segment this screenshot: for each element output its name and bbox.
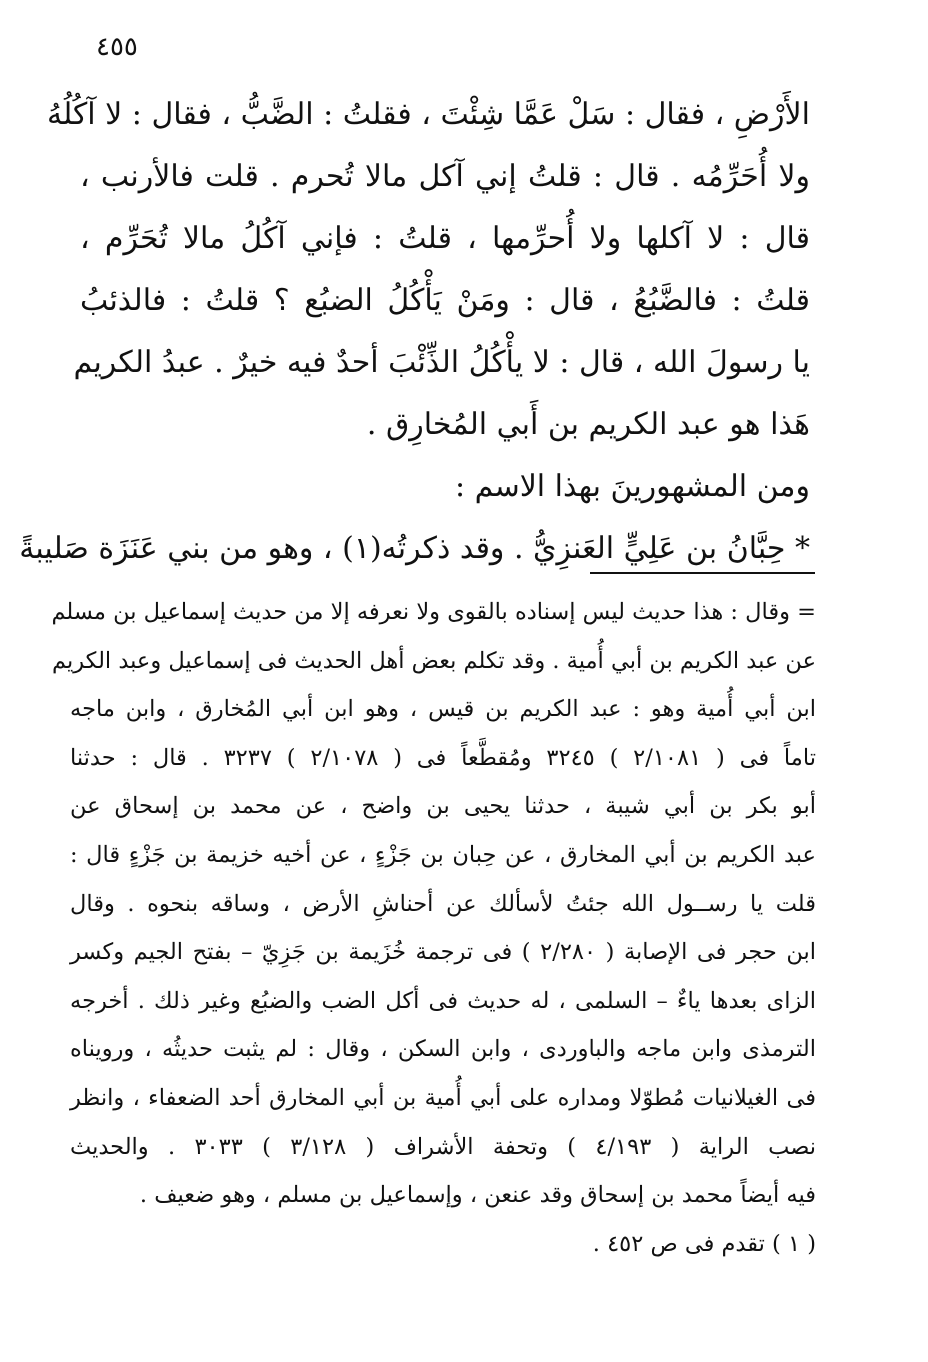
main-line-1: الأَرْضِ ، فقال : سَلْ عَمَّا شِئْتَ ، فقلتُ : الضَّبُّ ، فقال : لا آكُلُهُ (46, 97, 810, 132)
footnote-divider (590, 572, 815, 574)
main-line-4: قلتُ : فالضَّبُعُ ، قال : ومَنْ يَأْكُلُ الضبُع ؟ قلتُ : فالذئبُ (80, 283, 810, 318)
page-number: ٤٥٥ (96, 32, 138, 62)
footnote-line-3: ابن أبي أُمية وهو : عبد الكريم بن قيس ، وهو ابن أبي المُخارق ، وابن ماجه (70, 696, 816, 723)
footnote-line-2: عن عبد الكريم بن أبي أُمية . وقد تكلم بعض أهل الحديث فى إسماعيل وعبد الكريم (52, 647, 816, 674)
footnote-line-12: نصب الراية ( ٤/١٩٣ ) وتحفة الأشراف ( ٣/١٢٨ ) ٣٠٣٣ . والحديث (70, 1133, 817, 1160)
footnote-line-4: تاماً فى ( ٢/١٠٨١ ) ٣٢٤٥ ومُقطَّعاً فى ( ٢/١٠٧٨ ) ٣٢٣٧ . قال : حدثنا (70, 744, 816, 771)
main-text (19, 84, 810, 580)
footnote-line-5: أبو بكر بن أبي شيبة ، حدثنا يحيى بن واضح ، عن محمد بن إسحاق عن (70, 793, 816, 820)
main-line-5: يا رسولَ الله ، قال : لا يأْكُلُ الذِّئْبَ أحدٌ فيه خيرٌ . عبدُ الكريم (73, 345, 810, 380)
main-line-2: ولا أُحَرِّمُه . قال : قلتُ إني آكل مالا تُحرم . قلت فالأرنب ، (80, 159, 810, 194)
footnote-line-9: الزاى بعدها ياءٌ – السلمى ، له حديث فى أكل الضب والضبُع وغير ذلك . أخرجه (70, 987, 816, 1014)
footnote-line-8: ابن حجر فى الإصابة ( ٢/٢٨٠ ) فى ترجمة خُزَيمة بن جَزِيّ – بفتح الجيم وكسر (70, 939, 816, 966)
footnote-line-13: فيه أيضاً محمد بن إسحاق وقد عنعن ، وإسماعيل بن مسلم ، وهو ضعيف . (139, 1182, 816, 1209)
footnote-note-1: ( ١ ) تقدم فى ص ٤٥٢ . (592, 1230, 816, 1257)
footnote-line-11: فى الغيلانيات مُطوّلا ومداره على أبي أُمية بن أبي المخارق أحد الضعفاء ، وانظر (70, 1084, 816, 1111)
footnote-line-7: قلت يا رســول الله جئتُ لأسألك عن أحناشِ الأرض ، وساقه بنحوه . وقال (70, 890, 816, 917)
footnote-line-10: الترمذى وابن ماجه والباوردى ، وابن السكن ، وقال : لم يثبت حديثُه ، ورويناه (70, 1036, 816, 1063)
main-line-7: ومن المشهورينَ بهذا الاسم : (454, 469, 810, 504)
main-line-3: قال : لا آكلها ولا أُحرِّمها ، قلتُ : فإني آكُلُ مالا تُحَرِّم ، (80, 221, 810, 256)
footnotes (51, 588, 817, 1268)
main-line-8: * حِبَّانُ بن عَلِيٍّ العَنزِيُّ . وقد ذكرتُه(١) ، وهو من بني عَنَزَة صَليبةً (19, 531, 810, 566)
footnote-line-6: عبد الكريم بن أبي المخارق ، عن حِبان بن جَزْءٍ ، عن أخيه خزيمة بن جَزْءٍ قال : (70, 841, 816, 868)
footnote-line-1: = وقال : هذا حديث ليس إسناده بالقوى ولا نعرفه إلا من حديث إسماعيل بن مسلم (51, 599, 816, 625)
main-line-6: هَذا هو عبد الكريم بن أَبي المُخارِق . (366, 407, 810, 442)
